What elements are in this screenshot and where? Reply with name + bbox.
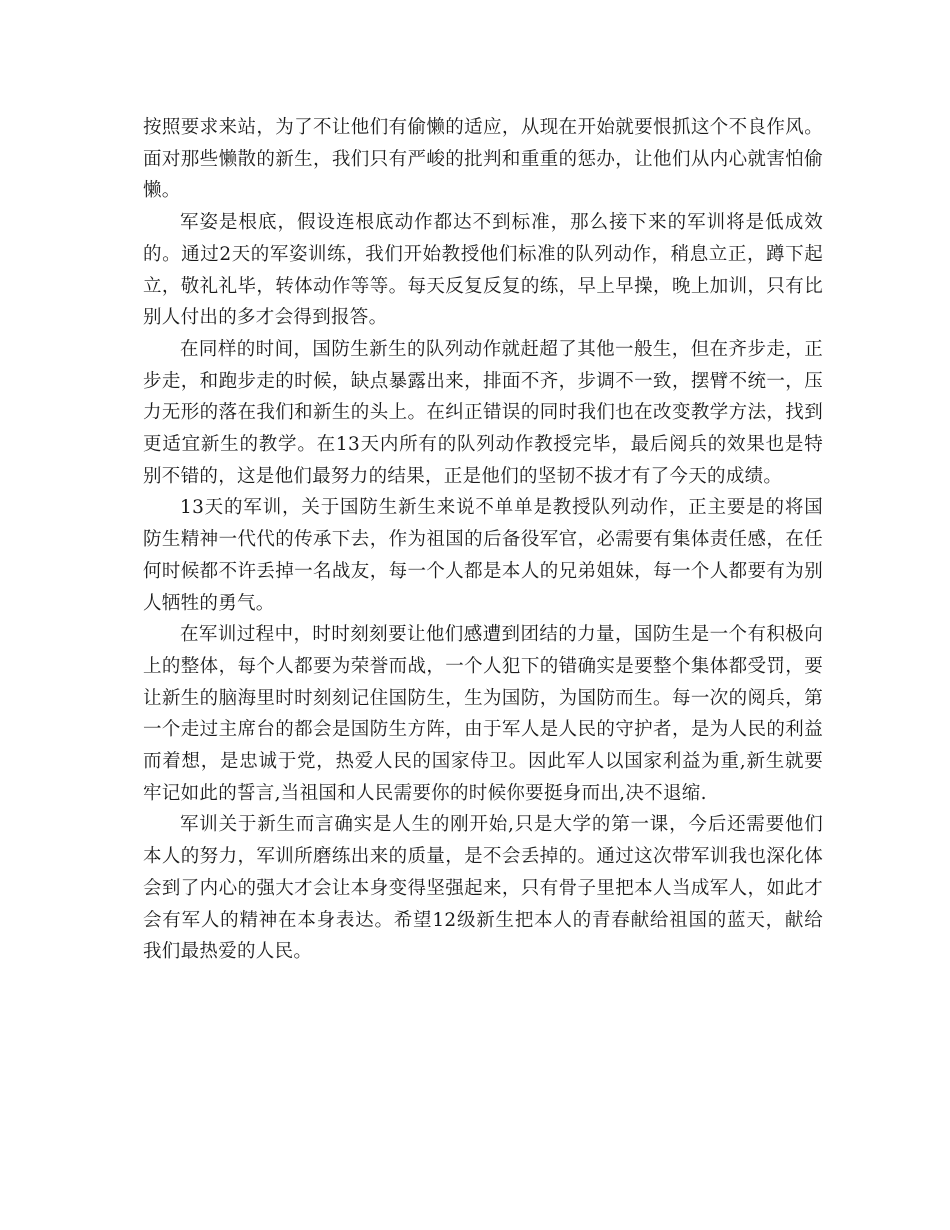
paragraph-4: 13天的军训，关于国防生新生来说不单单是教授队列动作，正主要是的将国防生精神一代代的传承下去，作为祖国的后备役军官，必需要有集体责任感，在任何时候都不许丢掉一名战友，每一个人都是本人的兄弟姐妹，每一个人都要有为别人牺牲的勇气。 (143, 497, 823, 614)
paragraph-6: 军训关于新生而言确实是人生的刚开始,只是大学的第一课，今后还需要他们本人的努力，军训所磨练出来的质量，是不会丢掉的。通过这次带军训我也深化体会到了内心的强大才会让本身变得坚强起来，只有骨子里把本人当成军人，如此才会有军人的精神在本身表达。希望12级新生把本人的青春献给祖国的蓝天，献给我们最热爱的人民。 (143, 814, 823, 963)
paragraph-5: 在军训过程中，时时刻刻要让他们感遭到团结的力量，国防生是一个有积极向上的整体，每个人都要为荣誉而战，一个人犯下的错确实是要整个集体都受罚，要让新生的脑海里时时刻刻记住国防生，生为国防，为国防而生。每一次的阅兵，第一个走过主席台的都会是国防生方阵，由于军人是人民的守护者，是为人民的利益而着想，是忠诚于党，热爱人民的国家侍卫。因此军人以国家利益为重,新生就要牢记如此的誓言,当祖国和人民需要你的时候你要挺身而出,决不退缩. (143, 624, 823, 804)
paragraph-3: 在同样的时间，国防生新生的队列动作就赶超了其他一般生，但在齐步走，正步走，和跑步走的时候，缺点暴露出来，排面不齐，步调不一致，摆臂不统一，压力无形的落在我们和新生的头上。在纠正错误的同时我们也在改变教学方法，找到更适宜新生的教学。在13天内所有的队列动作教授完毕，最后阅兵的效果也是特别不错的，这是他们最努力的结果，正是他们的坚韧不拔才有了今天的成绩。 (143, 338, 823, 487)
document-body (143, 112, 823, 968)
paragraph-2: 军姿是根底，假设连根底动作都达不到标准，那么接下来的军训将是低成效的。通过2天的军姿训练，我们开始教授他们标准的队列动作，稍息立正，蹲下起立，敬礼礼毕，转体动作等等。每天反复反复的练，早上早操，晚上加训，只有比别人付出的多才会得到报答。 (143, 212, 823, 329)
paragraph-1: 按照要求来站，为了不让他们有偷懒的适应，从现在开始就要恨抓这个不良作风。面对那些懒散的新生，我们只有严峻的批判和重重的惩办，让他们从内心就害怕偷懒。 (143, 117, 823, 202)
